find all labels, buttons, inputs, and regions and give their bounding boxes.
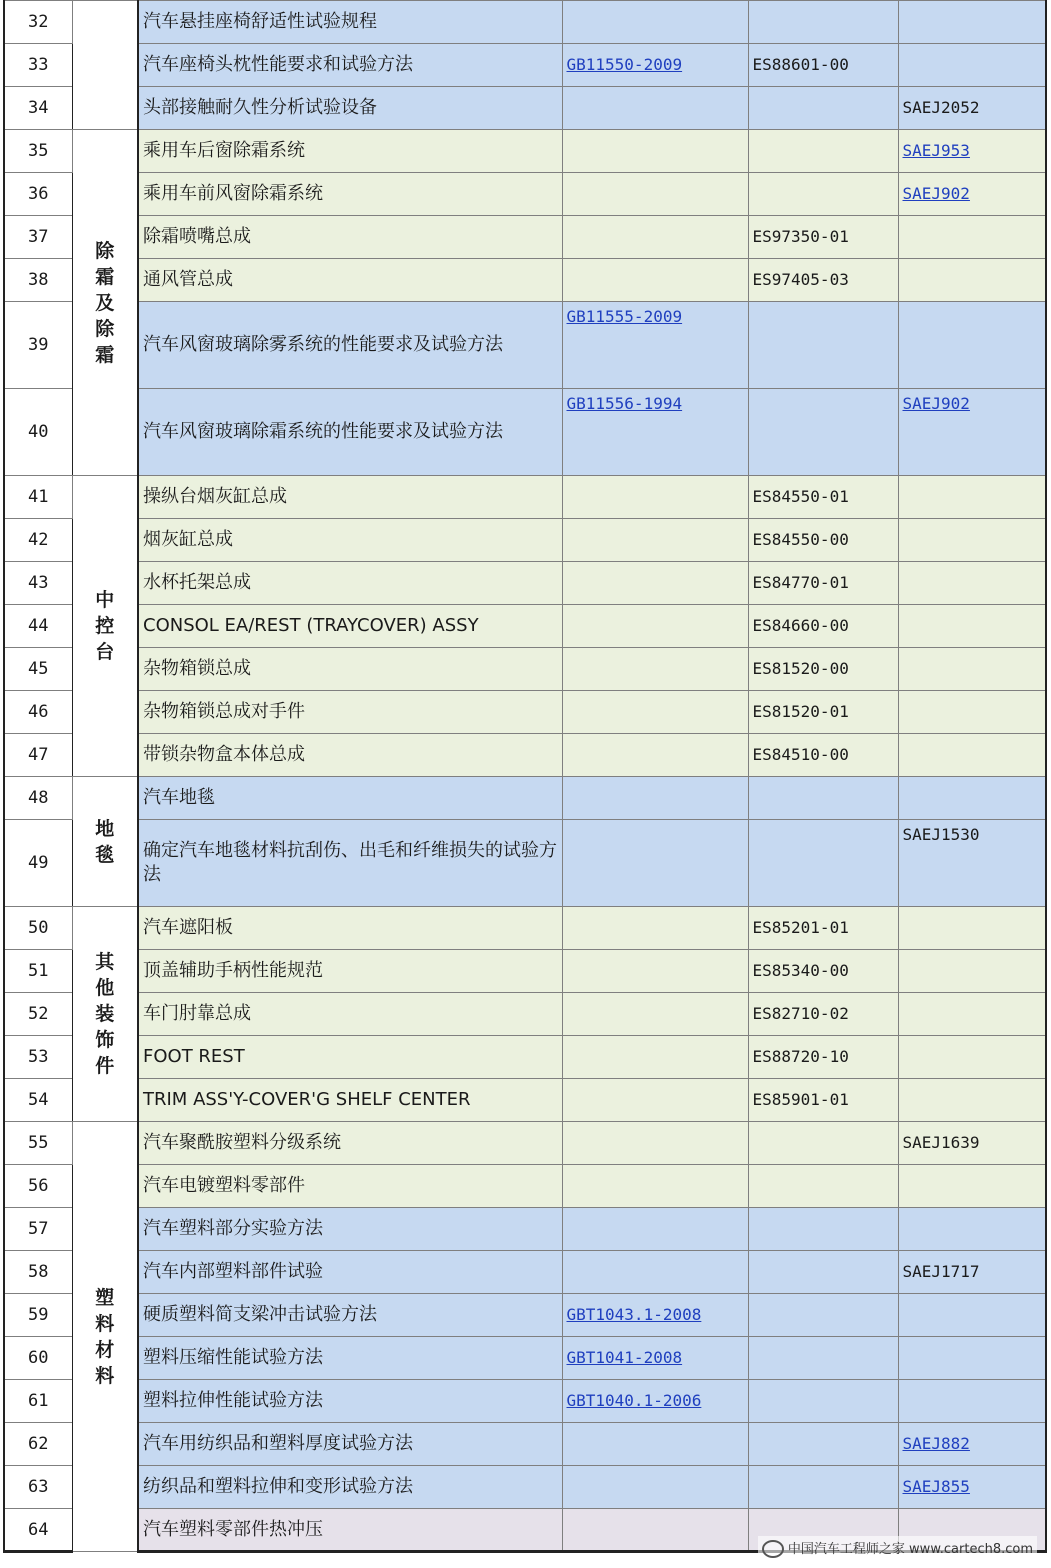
es-code: ES81520-01 xyxy=(748,691,898,734)
standard-name: 汽车电镀塑料零部件 xyxy=(138,1165,562,1208)
table-row xyxy=(4,648,1046,691)
sae-code xyxy=(898,907,1046,950)
standard-name: 汽车聚酰胺塑料分级系统 xyxy=(138,1122,562,1165)
gb-code-link[interactable]: GBT1040.1-2006 xyxy=(566,1391,702,1410)
gb-code xyxy=(562,302,748,389)
es-code: ES81520-00 xyxy=(748,648,898,691)
sae-code xyxy=(898,259,1046,302)
gb-code xyxy=(562,476,748,519)
table-row xyxy=(4,1380,1046,1423)
standard-name: 汽车悬挂座椅舒适性试验规程 xyxy=(138,1,562,44)
es-code: ES84510-00 xyxy=(748,734,898,777)
gb-code xyxy=(562,173,748,216)
row-number: 48 xyxy=(4,777,72,820)
sae-code xyxy=(898,993,1046,1036)
category-label: 塑料材料 xyxy=(95,1286,115,1387)
row-number: 36 xyxy=(4,173,72,216)
es-code xyxy=(748,1294,898,1337)
table-row xyxy=(4,259,1046,302)
es-code xyxy=(748,1423,898,1466)
sae-code xyxy=(898,1466,1046,1509)
table-row xyxy=(4,389,1046,476)
gb-code-link[interactable]: GB11556-1994 xyxy=(566,394,683,413)
standard-name: 汽车风窗玻璃除霜系统的性能要求及试验方法 xyxy=(138,389,562,476)
standard-name: 杂物箱锁总成 xyxy=(138,648,562,691)
standard-name: 汽车内部塑料部件试验 xyxy=(138,1251,562,1294)
standard-name: 乘用车后窗除霜系统 xyxy=(138,130,562,173)
row-number: 54 xyxy=(4,1079,72,1122)
row-number: 40 xyxy=(4,389,72,476)
es-code: ES84550-00 xyxy=(748,519,898,562)
sae-code-link[interactable]: SAEJ953 xyxy=(902,141,970,160)
sae-code xyxy=(898,1036,1046,1079)
es-code xyxy=(748,1466,898,1509)
gb-code xyxy=(562,1165,748,1208)
table-row xyxy=(4,44,1046,87)
category-label: 中控台 xyxy=(95,589,115,663)
gb-code xyxy=(562,87,748,130)
sae-code xyxy=(898,44,1046,87)
category-cell xyxy=(72,1122,138,1552)
table-row xyxy=(4,820,1046,907)
es-code xyxy=(748,1337,898,1380)
standard-name: 纺织品和塑料拉伸和变形试验方法 xyxy=(138,1466,562,1509)
row-number: 33 xyxy=(4,44,72,87)
wechat-icon xyxy=(762,1540,784,1558)
row-number: 42 xyxy=(4,519,72,562)
gb-code xyxy=(562,907,748,950)
standard-name: 车门肘靠总成 xyxy=(138,993,562,1036)
table-row xyxy=(4,173,1046,216)
sae-code xyxy=(898,130,1046,173)
es-code: ES85901-01 xyxy=(748,1079,898,1122)
es-code: ES85340-00 xyxy=(748,950,898,993)
watermark xyxy=(758,1536,1037,1561)
category-cell xyxy=(72,907,138,1122)
row-number: 41 xyxy=(4,476,72,519)
category-label: 地毯 xyxy=(95,817,115,866)
gb-code xyxy=(562,1466,748,1509)
gb-code xyxy=(562,44,748,87)
es-code: ES97350-01 xyxy=(748,216,898,259)
category-cell xyxy=(72,476,138,777)
standard-name: 汽车塑料零部件热冲压 xyxy=(138,1509,562,1552)
standard-name: 确定汽车地毯材料抗刮伤、出毛和纤维损失的试验方法 xyxy=(138,820,562,907)
table-row xyxy=(4,87,1046,130)
es-code xyxy=(748,1380,898,1423)
es-code xyxy=(748,302,898,389)
table-row xyxy=(4,1251,1046,1294)
standard-name: 汽车座椅头枕性能要求和试验方法 xyxy=(138,44,562,87)
es-code: ES84550-01 xyxy=(748,476,898,519)
table-row xyxy=(4,734,1046,777)
row-number: 44 xyxy=(4,605,72,648)
gb-code xyxy=(562,1,748,44)
sae-code xyxy=(898,777,1046,820)
row-number: 47 xyxy=(4,734,72,777)
gb-code xyxy=(562,1122,748,1165)
es-code xyxy=(748,1165,898,1208)
row-number: 46 xyxy=(4,691,72,734)
sae-code-link[interactable]: SAEJ902 xyxy=(902,184,970,203)
standard-name: FOOT REST xyxy=(138,1036,562,1079)
gb-code xyxy=(562,130,748,173)
gb-code xyxy=(562,519,748,562)
es-code: ES82710-02 xyxy=(748,993,898,1036)
sae-code xyxy=(898,1208,1046,1251)
category-label: 其他装饰件 xyxy=(95,951,115,1077)
es-code xyxy=(748,820,898,907)
row-number: 57 xyxy=(4,1208,72,1251)
es-code: ES88601-00 xyxy=(748,44,898,87)
row-number: 52 xyxy=(4,993,72,1036)
es-code xyxy=(748,130,898,173)
standard-name: 带锁杂物盒本体总成 xyxy=(138,734,562,777)
table-row xyxy=(4,1208,1046,1251)
es-code xyxy=(748,389,898,476)
es-code xyxy=(748,777,898,820)
standard-name: 头部接触耐久性分析试验设备 xyxy=(138,87,562,130)
gb-code xyxy=(562,648,748,691)
gb-code xyxy=(562,1079,748,1122)
sae-code-link[interactable]: SAEJ902 xyxy=(902,394,970,413)
sae-code: SAEJ2052 xyxy=(898,87,1046,130)
es-code: ES84660-00 xyxy=(748,605,898,648)
es-code xyxy=(748,1122,898,1165)
standard-name: 杂物箱锁总成对手件 xyxy=(138,691,562,734)
gb-code xyxy=(562,777,748,820)
es-code: ES88720-10 xyxy=(748,1036,898,1079)
gb-code-link[interactable]: GBT1043.1-2008 xyxy=(566,1305,702,1324)
sae-code xyxy=(898,216,1046,259)
row-number: 61 xyxy=(4,1380,72,1423)
gb-code xyxy=(562,691,748,734)
category-cell xyxy=(72,777,138,907)
row-number: 64 xyxy=(4,1509,72,1552)
sae-code xyxy=(898,389,1046,476)
row-number: 51 xyxy=(4,950,72,993)
sae-code xyxy=(898,1165,1046,1208)
gb-code xyxy=(562,993,748,1036)
sae-code xyxy=(898,1337,1046,1380)
row-number: 62 xyxy=(4,1423,72,1466)
es-code xyxy=(748,1,898,44)
row-number: 32 xyxy=(4,1,72,44)
es-code xyxy=(748,1208,898,1251)
gb-code xyxy=(562,950,748,993)
row-number: 59 xyxy=(4,1294,72,1337)
standard-name: 烟灰缸总成 xyxy=(138,519,562,562)
sae-code: SAEJ1717 xyxy=(898,1251,1046,1294)
table-row xyxy=(4,1122,1046,1165)
table-row xyxy=(4,950,1046,993)
table-body xyxy=(4,1,1046,1552)
sae-code xyxy=(898,950,1046,993)
row-number: 34 xyxy=(4,87,72,130)
category-cell xyxy=(72,130,138,476)
gb-code-link[interactable]: GB11555-2009 xyxy=(566,307,683,326)
standards-table xyxy=(3,0,1047,1553)
gb-code xyxy=(562,1036,748,1079)
gb-code xyxy=(562,259,748,302)
gb-code xyxy=(562,820,748,907)
sae-code: SAEJ1639 xyxy=(898,1122,1046,1165)
standard-name: 塑料拉伸性能试验方法 xyxy=(138,1380,562,1423)
standard-name: 水杯托架总成 xyxy=(138,562,562,605)
sae-code xyxy=(898,173,1046,216)
sae-code xyxy=(898,605,1046,648)
sae-code xyxy=(898,1079,1046,1122)
sae-code xyxy=(898,1380,1046,1423)
table-row xyxy=(4,1294,1046,1337)
sae-code xyxy=(898,476,1046,519)
standard-name: 汽车用纺织品和塑料厚度试验方法 xyxy=(138,1423,562,1466)
table-row xyxy=(4,562,1046,605)
gb-code xyxy=(562,1509,748,1552)
standard-name: 汽车风窗玻璃除雾系统的性能要求及试验方法 xyxy=(138,302,562,389)
watermark-text: 中国汽车工程师之家 www.cartech8.com xyxy=(787,1541,1033,1557)
row-number: 58 xyxy=(4,1251,72,1294)
table-row xyxy=(4,1423,1046,1466)
row-number: 50 xyxy=(4,907,72,950)
category-cell xyxy=(72,1,138,130)
row-number: 38 xyxy=(4,259,72,302)
standard-name: 汽车塑料部分实验方法 xyxy=(138,1208,562,1251)
sae-code xyxy=(898,562,1046,605)
row-number: 60 xyxy=(4,1337,72,1380)
row-number: 45 xyxy=(4,648,72,691)
gb-code xyxy=(562,1294,748,1337)
table-row xyxy=(4,216,1046,259)
standard-name: 操纵台烟灰缸总成 xyxy=(138,476,562,519)
es-code: ES97405-03 xyxy=(748,259,898,302)
sae-code-link[interactable]: SAEJ855 xyxy=(902,1477,970,1496)
sae-code xyxy=(898,1,1046,44)
gb-code xyxy=(562,389,748,476)
table-row xyxy=(4,1,1046,44)
table-row xyxy=(4,1079,1046,1122)
row-number: 43 xyxy=(4,562,72,605)
gb-code xyxy=(562,216,748,259)
category-label: 除霜及除霜 xyxy=(95,239,115,366)
sae-code xyxy=(898,1423,1046,1466)
row-number: 63 xyxy=(4,1466,72,1509)
sae-code xyxy=(898,302,1046,389)
table-row xyxy=(4,519,1046,562)
table-row xyxy=(4,1165,1046,1208)
table-row xyxy=(4,777,1046,820)
standard-name: 顶盖辅助手柄性能规范 xyxy=(138,950,562,993)
sae-code: SAEJ1530 xyxy=(898,820,1046,907)
gb-code xyxy=(562,562,748,605)
standard-name: 硬质塑料简支梁冲击试验方法 xyxy=(138,1294,562,1337)
es-code xyxy=(748,87,898,130)
sae-code xyxy=(898,691,1046,734)
table-row xyxy=(4,691,1046,734)
sae-code xyxy=(898,1294,1046,1337)
standard-name: CONSOL EA/REST (TRAYCOVER) ASSY xyxy=(138,605,562,648)
row-number: 39 xyxy=(4,302,72,389)
es-code xyxy=(748,173,898,216)
es-code: ES85201-01 xyxy=(748,907,898,950)
row-number: 49 xyxy=(4,820,72,907)
standard-name: 汽车遮阳板 xyxy=(138,907,562,950)
gb-code xyxy=(562,1380,748,1423)
standard-name: 塑料压缩性能试验方法 xyxy=(138,1337,562,1380)
sae-code xyxy=(898,648,1046,691)
gb-code-link[interactable]: GB11550-2009 xyxy=(566,55,683,74)
gb-code xyxy=(562,1208,748,1251)
table-row xyxy=(4,907,1046,950)
row-number: 37 xyxy=(4,216,72,259)
es-code xyxy=(748,1251,898,1294)
standard-name: 除霜喷嘴总成 xyxy=(138,216,562,259)
gb-code xyxy=(562,1423,748,1466)
es-code: ES84770-01 xyxy=(748,562,898,605)
table-row xyxy=(4,302,1046,389)
row-number: 56 xyxy=(4,1165,72,1208)
gb-code-link[interactable]: GBT1041-2008 xyxy=(566,1348,683,1367)
standard-name: TRIM ASS'Y-COVER'G SHELF CENTER xyxy=(138,1079,562,1122)
table-row xyxy=(4,1466,1046,1509)
table-row xyxy=(4,993,1046,1036)
table-row xyxy=(4,605,1046,648)
row-number: 55 xyxy=(4,1122,72,1165)
sae-code xyxy=(898,519,1046,562)
gb-code xyxy=(562,1251,748,1294)
row-number: 53 xyxy=(4,1036,72,1079)
sae-code-link[interactable]: SAEJ882 xyxy=(902,1434,970,1453)
gb-code xyxy=(562,1337,748,1380)
gb-code xyxy=(562,734,748,777)
table-row xyxy=(4,1337,1046,1380)
row-number: 35 xyxy=(4,130,72,173)
table-row xyxy=(4,130,1046,173)
standard-name: 汽车地毯 xyxy=(138,777,562,820)
table-row xyxy=(4,476,1046,519)
standard-name: 乘用车前风窗除霜系统 xyxy=(138,173,562,216)
standard-name: 通风管总成 xyxy=(138,259,562,302)
sae-code xyxy=(898,734,1046,777)
gb-code xyxy=(562,605,748,648)
table-row xyxy=(4,1036,1046,1079)
